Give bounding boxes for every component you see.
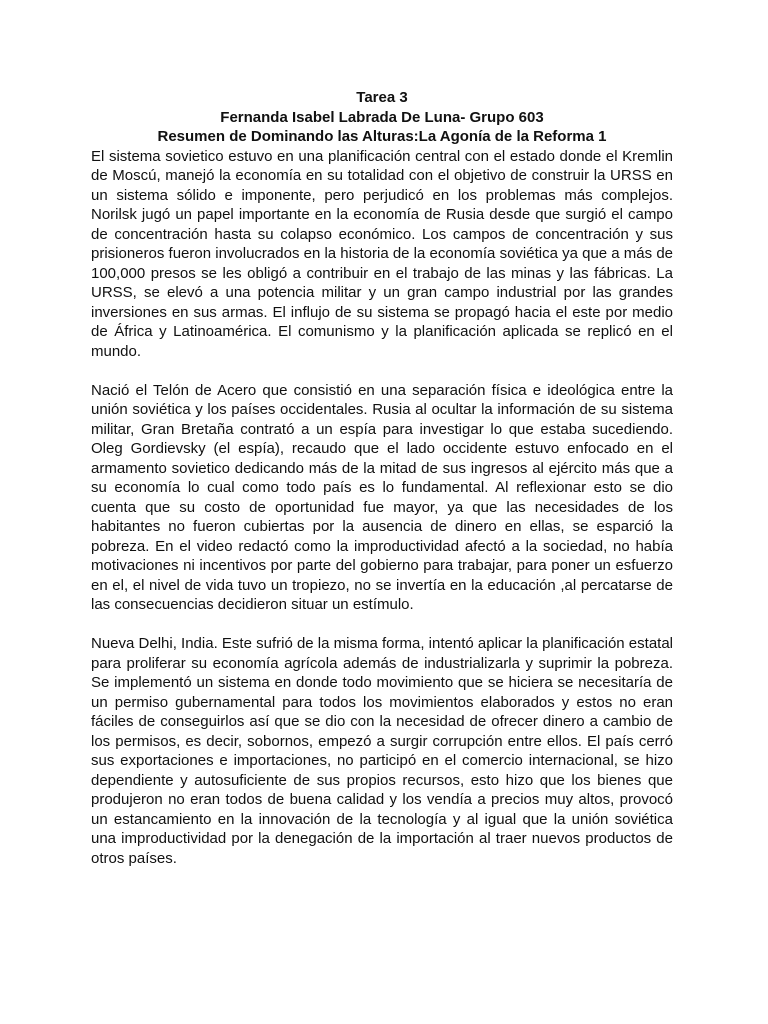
paragraph-spacer xyxy=(91,615,673,635)
author-line: Fernanda Isabel Labrada De Luna- Grupo 603 xyxy=(220,108,544,126)
document-heading: Tarea 3 xyxy=(356,89,408,106)
summary-title: Resumen de Dominando las Alturas:La Agonía de la Reforma 1 xyxy=(157,128,607,145)
document-page xyxy=(91,88,673,868)
paragraph-3: Nueva Delhi, India. Este sufrió de la misma forma, intentó aplicar la planificación estatal para proliferar su economía agrícola además de industrializarla y suprimir la pobreza. Se implementó un sistema en donde todo movimiento que se hiciera se necesitaría de un permiso gubernamental para todos los movimientos elaborados y estos no eran fáciles de conseguirlos así que se dio con la necesidad de ofrecer dinero a cambio de los permisos, es decir, sobornos, empezó a surgir corrupción entre ellos. El país cerró sus exportaciones e importaciones, no participó en el comercio internacional, se hizo dependiente y autosuficiente de sus propios recursos, esto hizo que los bienes que produjeron no eran todos de buena calidad y los vendía a precios muy altos, provocó un estancamiento en la innovación de la tecnología y al igual que la unión soviética una improductividad por la denegación de la importación al traer nuevos productos de otros países. xyxy=(91,635,673,867)
paragraph-2: Nació el Telón de Acero que consistió en una separación física e ideológica entre la unión soviética y los países occidentales. Rusia al ocultar la información de su sistema militar, Gran Bretaña contrató a un espía para investigar lo que estaba sucediendo. Oleg Gordievsky (el espía), recaudo que el lado occidente estuvo enfocado en el armamento sovietico dedicando más de la mitad de sus ingresos al ejército más que a su economía lo cual como todo país es lo fundamental. Al reflexionar esto se dio cuenta que su costo de oportunidad fue mayor, ya que las necesidades de los habitantes no fueron cubiertas por la ausencia de dinero en ellas, se esparció la pobreza. En el video redactó como la improductividad afectó a la sociedad, no había motivaciones ni incentivos por parte del gobierno para trabajar, para poner un esfuerzo en el, el nivel de vida tuvo un tropiezo, no se invertía en la educación ,al percatarse de las consecuencias decidieron situar un estímulo. xyxy=(91,381,673,613)
paragraph-spacer xyxy=(91,361,673,381)
paragraph-1: El sistema sovietico estuvo en una planificación central con el estado donde el Kremlin de Moscú, manejó la economía en su totalidad con el objetivo de construir la URSS en un sistema sólido e imponente, pero perjudicó en los problemas más complejos. Norilsk jugó un papel importante en la economía de Rusia desde que surgió el campo de concentración hasta su colapso económico. Los campos de concentración y sus prisioneros fueron involucrados en la historia de la economía soviética ya que a más de 100,000 presos se les obligó a contribuir en el trabajo de las minas y las fábricas. La URSS, se elevó a una potencia militar y un gran campo industrial por las grandes inversiones en sus armas. El influjo de su sistema se propagó hacia el este por medio de África y Latinoamérica. El comunismo y la planificación aplicada se replicó en el mundo. xyxy=(91,147,673,360)
